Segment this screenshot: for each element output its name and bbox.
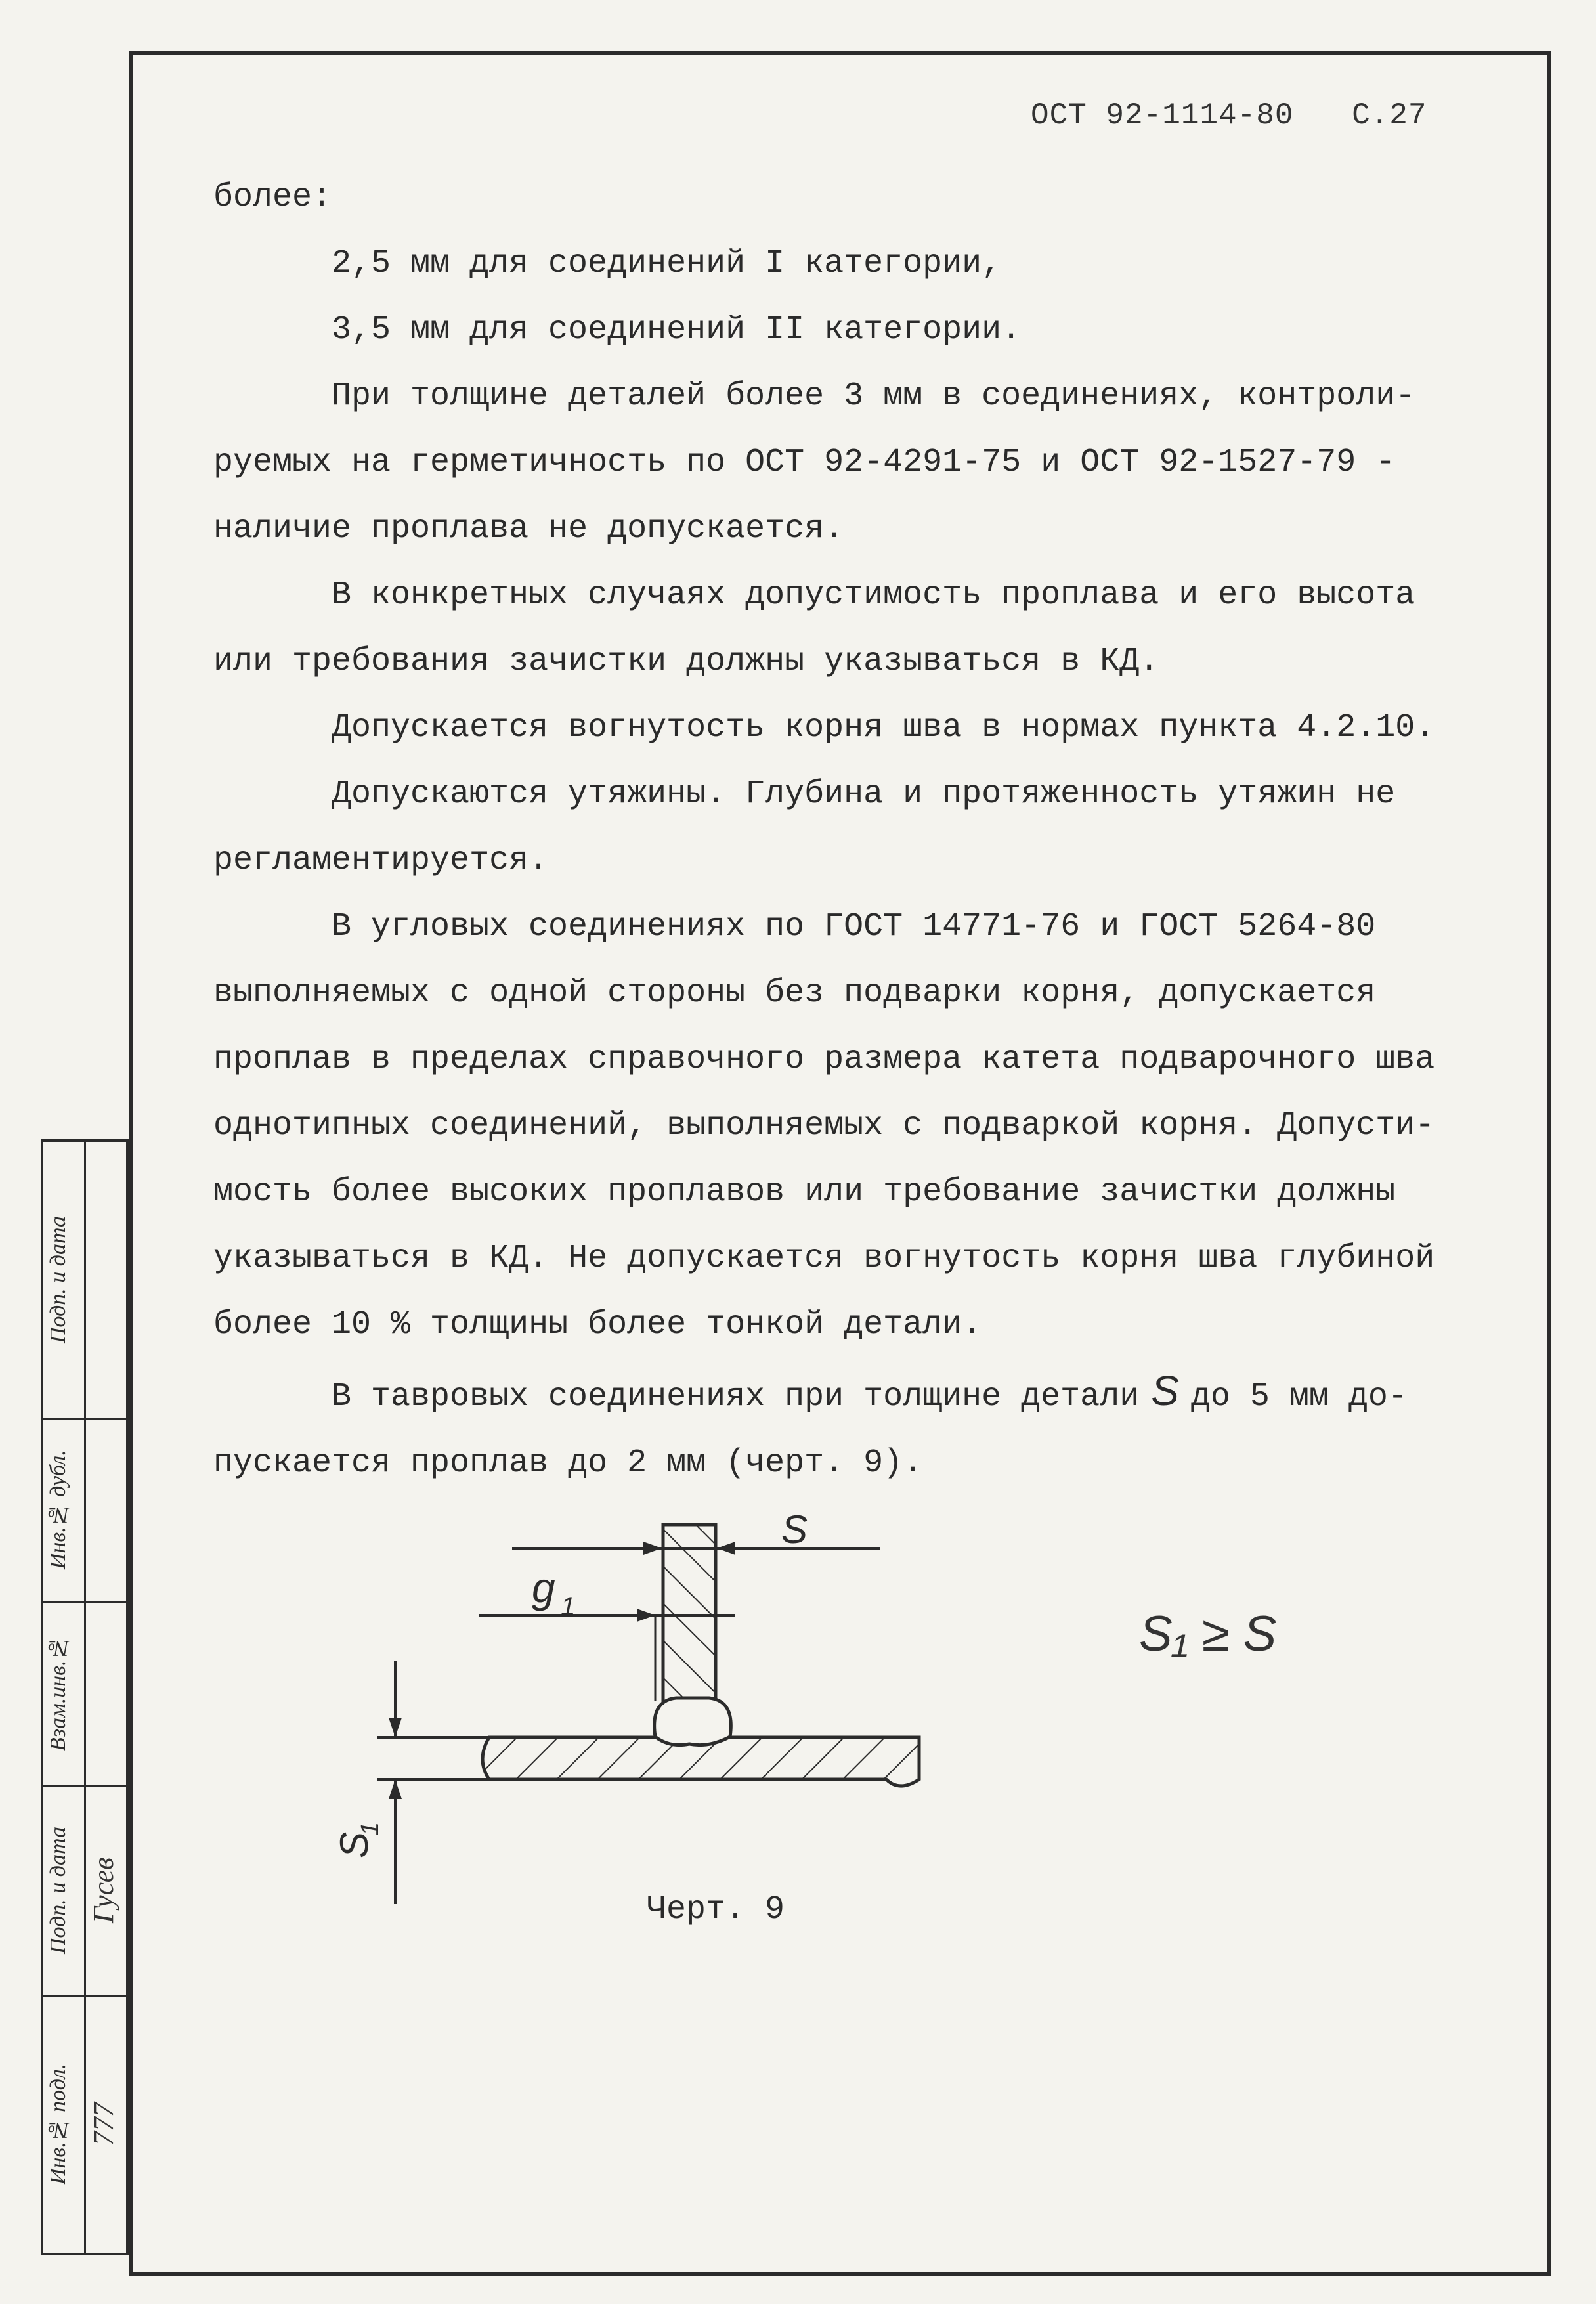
text-line: более: bbox=[213, 179, 332, 216]
document-code: ОСТ 92-1114-80 bbox=[1031, 98, 1294, 133]
side-stamp-block bbox=[41, 1139, 129, 2255]
text-line: В конкретных случаях допустимость проплава и его высота bbox=[332, 576, 1415, 614]
tee-joint-drawing bbox=[332, 1504, 972, 1871]
stamp-label-duplicate-inv: Инв.№ дубл. bbox=[46, 1450, 70, 1569]
text-line: 2,5 мм для соединений I категории, bbox=[332, 245, 1002, 282]
label-g-sub: 1 bbox=[561, 1592, 576, 1621]
thickness-symbol: S bbox=[1151, 1367, 1179, 1414]
stamp-label-sign-date-1: Подп. и дата bbox=[46, 1827, 70, 1954]
text-line: указываться в КД. Не допускается вогнутость корня шва глубиной bbox=[213, 1240, 1435, 1277]
tee-text-b: до 5 мм до- bbox=[1190, 1378, 1408, 1416]
text-line: проплав в пределах справочного размера катета подварочного шва bbox=[213, 1041, 1435, 1078]
tee-paragraph-line bbox=[213, 1358, 1500, 1430]
thickness-relation: S₁ ≥ S bbox=[1139, 1606, 1277, 1662]
text-line: руемых на герметичность по ОСТ 92-4291-75 и ОСТ 92-1527-79 - bbox=[213, 444, 1396, 481]
label-s1-sub: 1 bbox=[356, 1821, 384, 1836]
text-line: В угловых соединениях по ГОСТ 14771-76 и ГОСТ 5264-80 bbox=[332, 908, 1376, 946]
stamp-label-original-inv: Инв.№ подл. bbox=[46, 2063, 70, 2185]
text-line: Допускается вогнутость корня шва в нормах пункта 4.2.10. bbox=[332, 709, 1435, 747]
body-text bbox=[213, 164, 1500, 1496]
tee-text-a: В тавровых соединениях при толщине детали bbox=[332, 1378, 1140, 1416]
handwritten-signature: Гусев bbox=[87, 1857, 119, 1924]
stamp-label-replaced-inv: Взам.инв.№ bbox=[46, 1636, 70, 1751]
figure-caption: Черт. 9 bbox=[647, 1891, 785, 1928]
text-line: выполняемых с одной стороны без подварки корня, допускается bbox=[213, 974, 1376, 1012]
page-number: С.27 bbox=[1352, 98, 1427, 133]
text-line: однотипных соединений, выполняемых с подваркой корня. Допусти- bbox=[213, 1107, 1435, 1144]
text-line: пускается проплав до 2 мм (черт. 9). bbox=[213, 1445, 923, 1482]
text-line: мость более высоких проплавов или требование зачистки должны bbox=[213, 1173, 1396, 1211]
text-line: 3,5 мм для соединений II категории. bbox=[332, 311, 1022, 349]
weld-bead bbox=[655, 1698, 731, 1745]
text-line: более 10 % толщины более тонкой детали. bbox=[213, 1306, 982, 1343]
label-s1: S bbox=[332, 1831, 376, 1858]
label-s: S bbox=[781, 1508, 808, 1552]
page-header bbox=[1031, 98, 1467, 133]
text-line: Допускаются утяжины. Глубина и протяженность утяжин не bbox=[332, 775, 1396, 813]
handwritten-inv-number: 777 bbox=[87, 2102, 119, 2146]
label-g: g bbox=[532, 1564, 555, 1611]
text-line: или требования зачистки должны указываться в КД. bbox=[213, 643, 1159, 680]
text-line: регламентируется. bbox=[213, 842, 549, 879]
stamp-label-sign-date-2: Подп. и дата bbox=[46, 1216, 70, 1343]
text-line: наличие проплава не допускается. bbox=[213, 510, 844, 548]
text-line: При толщине деталей более 3 мм в соединениях, контроли- bbox=[332, 378, 1415, 415]
